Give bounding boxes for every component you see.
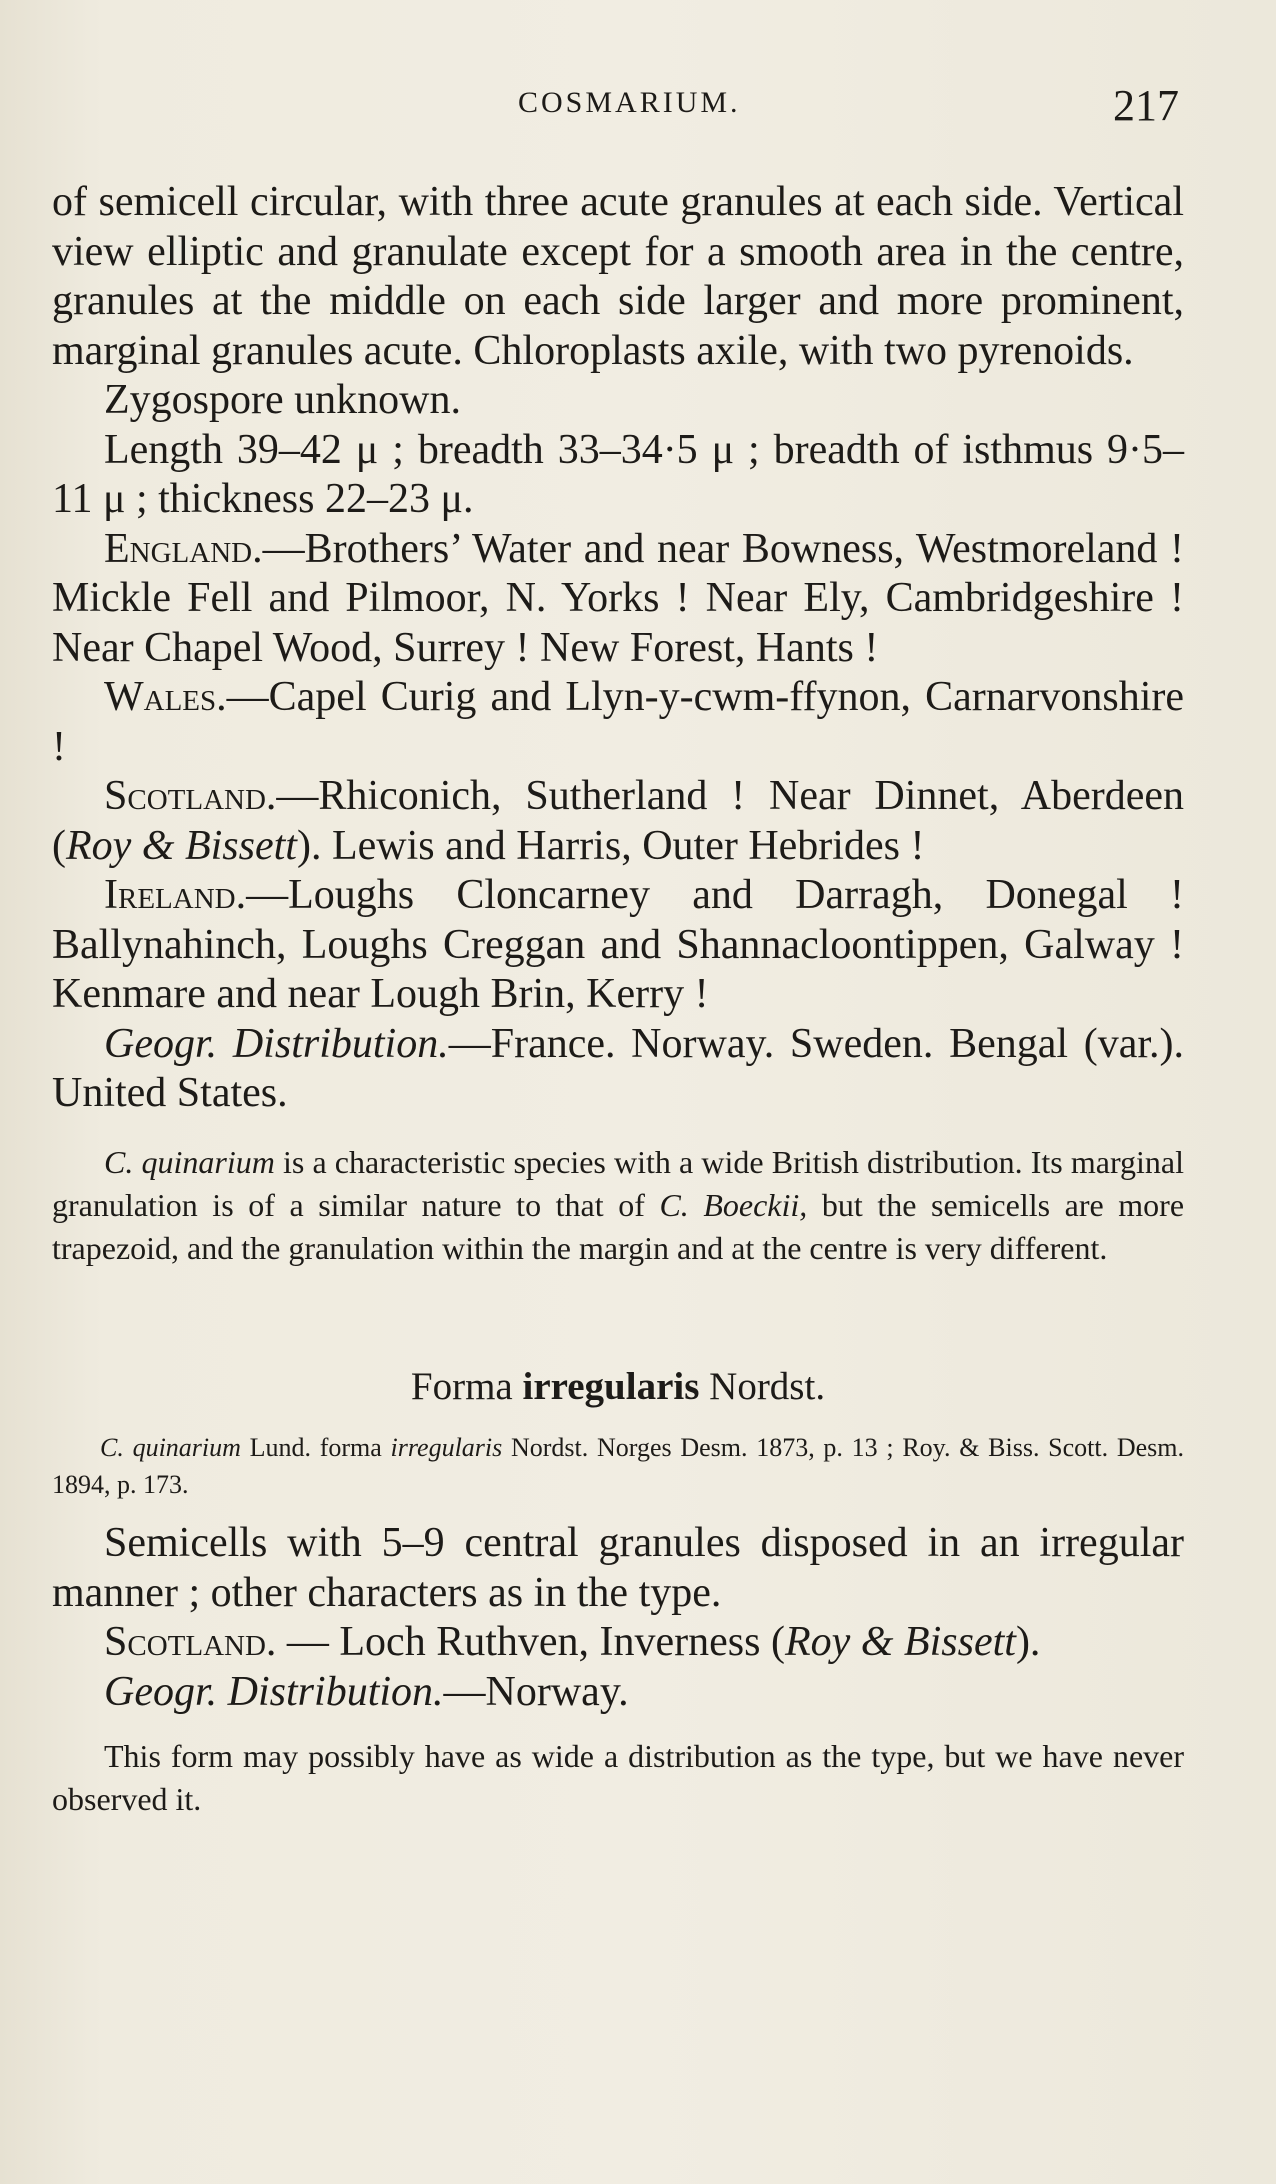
forma-scotland-authors: Roy & Bissett (784, 1619, 1016, 1665)
forma-synonymy (52, 1429, 1184, 1503)
records-wales (52, 673, 1184, 772)
forma-heading-author: Nordst. (699, 1364, 826, 1408)
species-remark-taxon: C. quinarium (104, 1143, 275, 1180)
page-number: 217 (1113, 81, 1179, 130)
description-continued: of semicell circular, with three acute granules at each side. Vertical view elliptic and granulate except for a smooth area in the centre, granules at the middle on each side larger and more prominent, marginal granules acute. Chloroplasts axile, with two pyrenoids. (52, 179, 1184, 374)
species-remark-text-b: but the semicells are more trapezoid, and the granulation within the margin and at the centre is very different. (52, 1186, 1185, 1266)
measurements: Length 39–42 μ ; breadth 33–34·5 μ ; breadth of isthmus 9·5–11 μ ; thickness 22–23 μ. (52, 426, 1184, 522)
records-scotland (52, 772, 1184, 871)
forma-scotland-text-a: — Loch Ruthven, Inverness ( (276, 1619, 785, 1665)
forma-heading-name: irregularis (522, 1364, 700, 1408)
region-label-england: England. (104, 525, 263, 572)
forma-remark: This form may possibly have as wide a distribution as the type, but we have never observed it. (52, 1738, 1184, 1817)
records-scotland-authors: Roy & Bissett (66, 822, 297, 869)
forma-geogr-text: —Norway. (443, 1668, 629, 1715)
records-england (52, 525, 1184, 674)
region-label-scotland: Scotland. (104, 773, 277, 819)
records-ireland-text: —Loughs Cloncarney and Darragh, Donegal ! Ballynahinch, Loughs Creggan and Shannacloontippen, Galway ! Kenmare and near Lough Brin, Kerry ! (52, 872, 1184, 1017)
forma-region-label-scotland: Scotland. (104, 1619, 277, 1665)
forma-heading-pre: Forma (410, 1364, 523, 1408)
species-remark-ref: C. Boeckii, (659, 1186, 808, 1223)
forma-heading (52, 1362, 1184, 1412)
synonymy-text-a: Lund. forma (240, 1433, 391, 1462)
page-header (0, 80, 1276, 140)
running-head: COSMARIUM. (518, 86, 741, 119)
synonymy-text-b: Nordst. Norges Desm. 1873, p. 13 ; Roy. & Biss. Scott. Desm. 1894, p. 173. (52, 1433, 1184, 1499)
species-remark-text-a: is a characteristic species with a wide British distribution. Its marginal granulation is of a similar nature to that of (52, 1143, 1185, 1223)
forma-geogr-label: Geogr. Distribution. (104, 1668, 444, 1715)
geogr-text: —France. Norway. Sweden. Bengal (var.). United States. (52, 1020, 1184, 1116)
zygospore-note: Zygospore unknown. (104, 377, 461, 423)
species-remark (52, 1141, 1184, 1270)
region-label-wales: Wales. (104, 674, 227, 720)
records-wales-text: —Capel Curig and Llyn-y-cwm-ffynon, Carnarvonshire ! (52, 674, 1184, 770)
page-body (52, 178, 1184, 1821)
synonymy-epithet: irregularis (390, 1433, 503, 1462)
records-scotland-text-a: —Rhiconich, Sutherland ! Near Dinnet, Aberdeen ( (52, 773, 1184, 869)
forma-geographic-distribution (52, 1668, 1184, 1718)
forma-records-scotland (52, 1618, 1184, 1668)
geogr-label: Geogr. Distribution. (104, 1020, 449, 1067)
geographic-distribution (52, 1020, 1184, 1119)
records-england-text: —Brothers’ Water and near Bowness, Westmoreland ! Mickle Fell and Pilmoor, N. Yorks ! Near Ely, Cambridgeshire ! Near Chapel Wood, Surrey ! New Forest, Hants ! (52, 525, 1184, 671)
region-label-ireland: Ireland. (104, 872, 247, 918)
forma-description: Semicells with 5–9 central granules disposed in an irregular manner ; other characters as in the type. (52, 1520, 1184, 1616)
forma-scotland-text-b: ). (1015, 1619, 1041, 1665)
records-scotland-text-b: ). Lewis and Harris, Outer Hebrides ! (296, 822, 925, 869)
synonymy-taxon: C. quinarium (100, 1433, 241, 1462)
records-ireland (52, 871, 1184, 1020)
